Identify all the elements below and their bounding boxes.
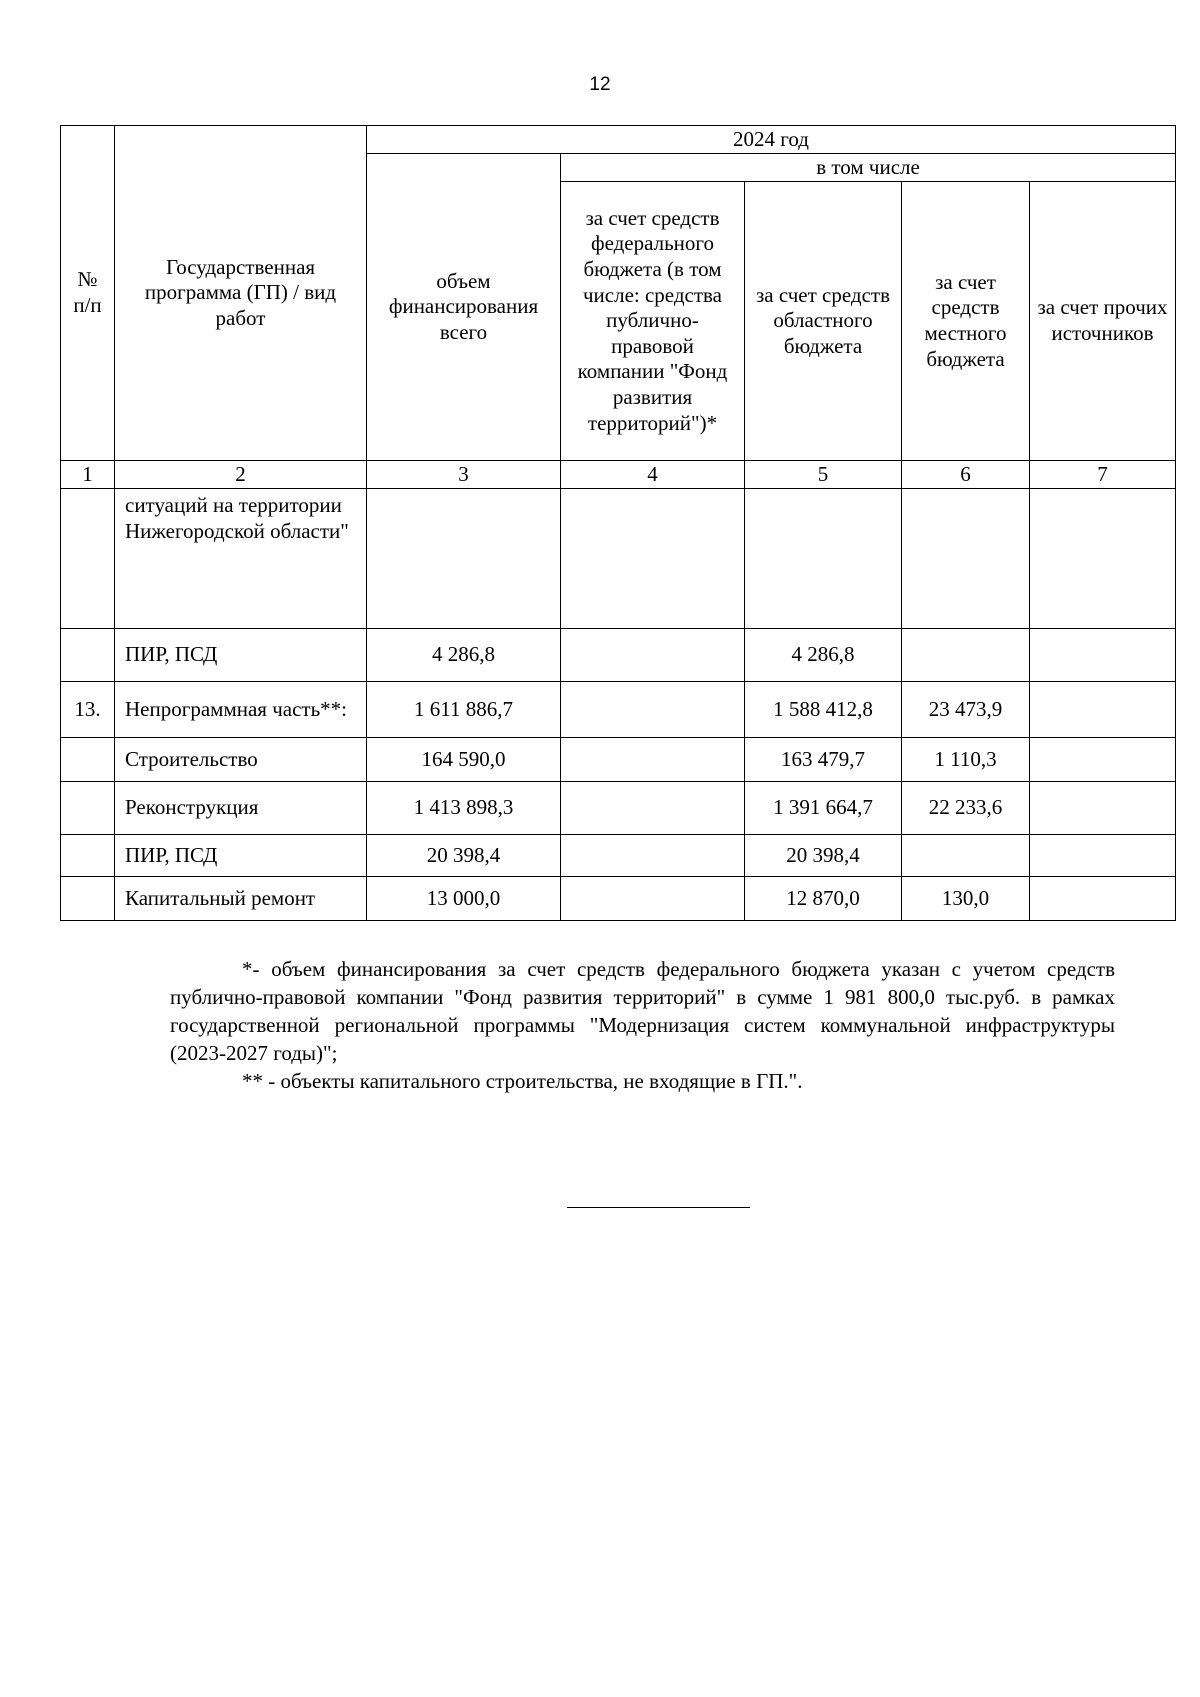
row-num [61, 877, 115, 921]
financing-table [60, 125, 1176, 921]
row-other [1030, 782, 1176, 835]
footnote-non-program: ** - объекты капитального строительства, не входящие в ГП.". [242, 1069, 803, 1093]
row-federal [561, 738, 745, 782]
table-row [61, 682, 1176, 738]
table-row [61, 489, 1176, 629]
column-number: 7 [1030, 461, 1176, 489]
row-other [1030, 877, 1176, 921]
row-local: 1 110,3 [902, 738, 1030, 782]
header-total: объем финансирования всего [367, 154, 561, 461]
column-number: 5 [745, 461, 902, 489]
table-row [61, 835, 1176, 877]
row-other [1030, 629, 1176, 682]
page-number: 12 [589, 74, 611, 95]
row-num [61, 629, 115, 682]
table-row [61, 738, 1176, 782]
table-row [61, 629, 1176, 682]
header-including: в том числе [561, 154, 1176, 182]
row-total: 4 286,8 [367, 629, 561, 682]
row-total [367, 489, 561, 629]
column-number: 3 [367, 461, 561, 489]
header-other: за счет прочих источников [1030, 182, 1176, 461]
row-total: 1 611 886,7 [367, 682, 561, 738]
row-regional: 20 398,4 [745, 835, 902, 877]
table-row [61, 877, 1176, 921]
header-local: за счет средств местного бюджета [902, 182, 1030, 461]
row-federal [561, 489, 745, 629]
column-number: 6 [902, 461, 1030, 489]
header-regional: за счет средств областного бюджета [745, 182, 902, 461]
row-num [61, 489, 115, 629]
row-local [902, 489, 1030, 629]
header-federal: за счет средств федерального бюджета (в том числе: средства публично-правовой компании "Фонд развития территорий")* [561, 182, 745, 461]
row-regional: 163 479,7 [745, 738, 902, 782]
row-regional: 1 588 412,8 [745, 682, 902, 738]
row-federal [561, 629, 745, 682]
row-federal [561, 877, 745, 921]
row-local [902, 835, 1030, 877]
row-name: Реконструкция [115, 782, 367, 835]
row-federal [561, 682, 745, 738]
column-number: 1 [61, 461, 115, 489]
footnotes [170, 955, 1115, 1095]
row-name: Непрограммная часть**: [115, 682, 367, 738]
row-regional [745, 489, 902, 629]
row-total: 20 398,4 [367, 835, 561, 877]
row-regional: 4 286,8 [745, 629, 902, 682]
column-number: 2 [115, 461, 367, 489]
row-federal [561, 782, 745, 835]
row-name: Капитальный ремонт [115, 877, 367, 921]
header-num: № п/п [61, 126, 115, 461]
row-total: 13 000,0 [367, 877, 561, 921]
row-other [1030, 489, 1176, 629]
row-name: ПИР, ПСД [115, 629, 367, 682]
header-program: Государственная программа (ГП) / вид работ [115, 126, 367, 461]
row-other [1030, 738, 1176, 782]
row-total: 164 590,0 [367, 738, 561, 782]
row-federal [561, 835, 745, 877]
column-number-row [61, 461, 1176, 489]
row-num: 13. [61, 682, 115, 738]
row-total: 1 413 898,3 [367, 782, 561, 835]
row-num [61, 782, 115, 835]
row-regional: 12 870,0 [745, 877, 902, 921]
row-other [1030, 835, 1176, 877]
row-local: 22 233,6 [902, 782, 1030, 835]
row-num [61, 738, 115, 782]
row-local: 130,0 [902, 877, 1030, 921]
row-regional: 1 391 664,7 [745, 782, 902, 835]
footnote-federal: *- объем финансирования за счет средств федерального бюджета указан с учетом средств публично-правовой компании "Фонд развития территорий" в сумме 1 981 800,0 тыс.руб. в рамках государственной региональной программы "Модернизация систем коммунальной инфраструктуры (2023-2027 годы)"; [170, 957, 1115, 1065]
row-local: 23 473,9 [902, 682, 1030, 738]
table-row [61, 782, 1176, 835]
row-name: ПИР, ПСД [115, 835, 367, 877]
end-divider [567, 1207, 750, 1208]
row-other [1030, 682, 1176, 738]
header-year: 2024 год [367, 126, 1176, 154]
row-local [902, 629, 1030, 682]
row-name: ситуаций на территории Нижегородской области" [115, 489, 367, 629]
row-num [61, 835, 115, 877]
column-number: 4 [561, 461, 745, 489]
row-name: Строительство [115, 738, 367, 782]
